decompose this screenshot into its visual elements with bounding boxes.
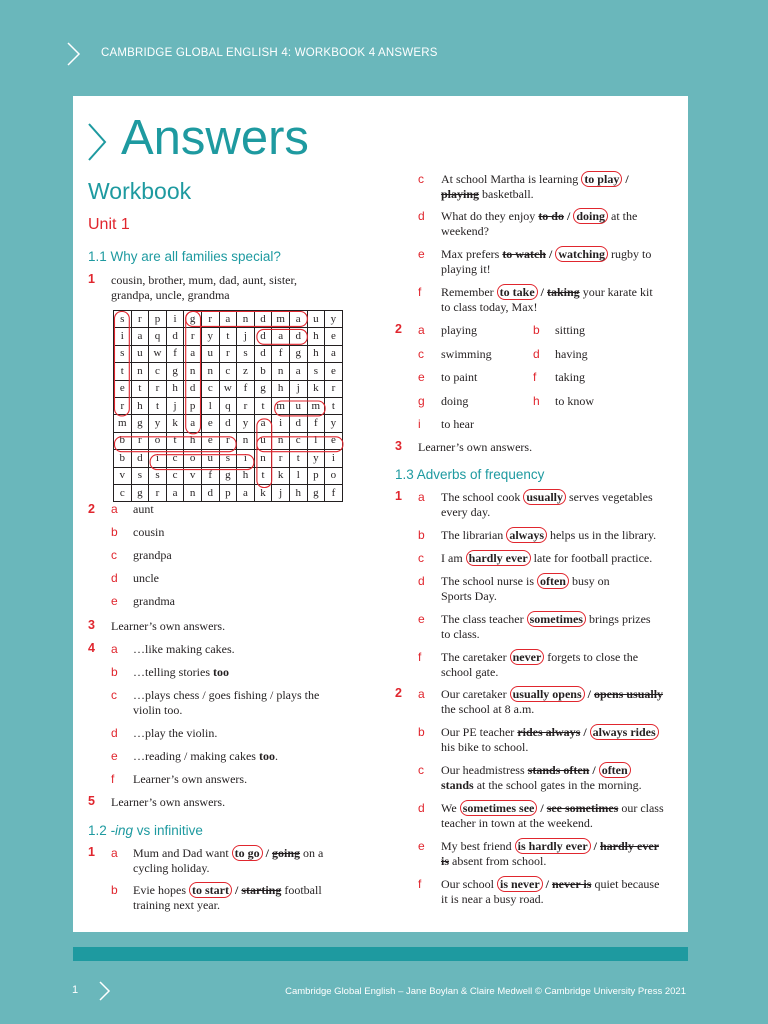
grid-cell: k [307,380,325,397]
header-band [0,0,768,96]
grid-cell: g [307,484,325,501]
grid-cell: m [307,397,325,414]
chevron-right-icon [87,122,107,162]
answer-text: stands at the school gates in the morning. [441,778,642,792]
answer-text: The caretaker never forgets to close the [441,650,639,664]
grid-cell: j [237,328,255,345]
grid-cell: c [114,484,132,501]
grid-cell: d [201,484,219,501]
grid-cell: a [184,415,202,432]
footer-bar [73,947,688,961]
answer-text: having [555,346,588,361]
item-letter: f [111,772,115,786]
item-letter: c [418,346,424,361]
answer-text: every day. [441,505,491,519]
grid-cell: t [114,363,132,380]
answer-text: to hear [441,417,474,431]
grid-cell: v [114,467,132,484]
item-letter: b [111,525,118,539]
item-letter: a [418,687,425,701]
grid-cell: h [166,380,184,397]
word-search-grid [113,310,343,502]
grid-cell: c [289,432,307,449]
grid-cell: m [114,415,132,432]
item-letter: d [111,571,118,585]
grid-row [114,311,343,328]
grid-cell: f [237,380,255,397]
answer-text: grandma [133,594,175,608]
grid-cell: s [114,345,132,362]
grid-cell: r [149,484,167,501]
grid-row [114,467,343,484]
answer-text: Evie hopes to start / starting football [133,883,322,897]
grid-cell: a [166,484,184,501]
grid-row [114,415,343,432]
answer-text: The class teacher sometimes brings prizes [441,612,651,626]
grid-cell: j [166,397,184,414]
item-letter: e [111,594,118,608]
grid-cell: y [237,415,255,432]
item-letter: e [418,247,425,261]
chevron-right-icon [66,41,82,67]
grid-cell: n [131,363,149,380]
grid-cell: v [184,467,202,484]
answer-text: the school at 8 a.m. [441,702,535,716]
grid-cell: w [219,380,237,397]
grid-cell: p [149,311,167,328]
item-letter: f [418,877,422,891]
grid-cell: e [325,363,343,380]
section-heading-1-1: 1.1 Why are all families special? [88,249,281,264]
question-number: 2 [395,686,402,700]
answer-text: playing [441,323,477,337]
grid-cell: h [184,432,202,449]
section-heading-1-3: 1.3 Adverbs of frequency [395,467,545,482]
grid-cell: p [307,467,325,484]
grid-cell: w [149,345,167,362]
grid-cell: a [272,328,290,345]
grid-cell: d [254,311,272,328]
grid-cell: s [114,311,132,328]
answer-text: cycling holiday. [133,861,210,875]
grid-cell: a [254,415,272,432]
answer-text: violin too. [133,703,183,717]
item-letter: a [418,323,425,337]
grid-cell: i [272,415,290,432]
answer-text: teacher in town at the weekend. [441,816,593,830]
question-number: 3 [395,439,402,453]
grid-row [114,484,343,501]
answer-text: Our caretaker usually opens / opens usually [441,687,664,701]
grid-cell: a [289,311,307,328]
answer-text: to know [555,393,594,408]
item-letter: f [418,650,422,664]
grid-cell: d [131,450,149,467]
grid-cell: c [166,467,184,484]
item-letter: i [418,417,421,431]
question-number: 5 [88,794,95,808]
unit-heading: Unit 1 [88,216,130,233]
grid-cell: y [201,328,219,345]
grid-cell: a [219,311,237,328]
grid-cell: n [237,311,255,328]
grid-cell: g [219,467,237,484]
answer-text: What do they enjoy to do / doing at the [441,209,638,223]
answer-text: grandpa, uncle, grandma [111,288,230,302]
grid-cell: f [325,484,343,501]
item-letter: c [111,688,117,702]
section-heading-1-2: 1.2 -ing vs infinitive [88,823,203,838]
item-letter: d [111,726,118,740]
grid-cell: a [325,345,343,362]
grid-cell: h [272,380,290,397]
grid-cell: d [166,328,184,345]
item-letter: b [418,528,425,542]
question-number: 1 [88,272,95,286]
grid-cell: n [201,363,219,380]
grid-cell: y [325,311,343,328]
grid-cell: k [272,467,290,484]
answer-text: Learner’s own answers. [418,440,533,454]
grid-cell: c [166,450,184,467]
answer-text: cousin, brother, mum, dad, aunt, sister, [111,273,298,287]
answer-text: Our school is never / never is quiet because [441,877,660,891]
grid-cell: b [254,363,272,380]
question-number: 4 [88,641,95,655]
grid-cell: e [114,380,132,397]
grid-cell: t [131,380,149,397]
answer-text: uncle [133,571,159,585]
grid-cell: i [325,450,343,467]
grid-cell: r [219,432,237,449]
grid-cell: h [289,484,307,501]
answer-text: Our PE teacher rides always / always rides [441,725,659,740]
page-number: 1 [72,984,79,996]
grid-cell: i [237,450,255,467]
answer-text: Mum and Dad want to go / going on a [133,846,324,860]
item-letter: b [111,665,118,679]
grid-cell: z [237,363,255,380]
grid-cell: c [201,380,219,397]
grid-cell: u [307,311,325,328]
answer-text: Sports Day. [441,589,497,603]
item-letter: f [533,370,537,384]
grid-cell: t [166,432,184,449]
grid-cell: a [184,345,202,362]
grid-cell: o [184,450,202,467]
grid-cell: k [166,415,184,432]
answer-text: swimming [441,346,492,361]
grid-cell: o [325,467,343,484]
grid-cell: l [289,467,307,484]
grid-cell: j [272,484,290,501]
grid-cell: i [166,311,184,328]
answer-text: I am hardly ever late for football practice. [441,551,653,565]
item-letter: a [111,502,118,516]
grid-cell: e [201,415,219,432]
answer-text: Learner’s own answers. [111,619,226,633]
answer-text: sitting [555,323,586,337]
grid-row [114,380,343,397]
answer-text: …plays chess / goes fishing / plays the [133,688,320,702]
item-letter: b [111,883,118,897]
item-letter: d [418,574,425,588]
chevron-right-icon [98,980,112,1002]
grid-cell: r [184,328,202,345]
grid-cell: u [254,432,272,449]
grid-cell: p [184,397,202,414]
grid-cell: s [237,345,255,362]
grid-cell: t [325,397,343,414]
grid-cell: g [289,345,307,362]
grid-cell: d [289,328,307,345]
grid-cell: h [307,328,325,345]
item-letter: a [111,642,118,656]
grid-cell: f [166,345,184,362]
grid-cell: y [307,450,325,467]
grid-cell: i [149,450,167,467]
grid-cell: k [254,484,272,501]
grid-cell: e [325,432,343,449]
grid-cell: r [114,397,132,414]
grid-row [114,345,343,362]
grid-cell: g [184,311,202,328]
grid-cell: a [237,484,255,501]
grid-cell: s [219,450,237,467]
grid-cell: c [219,363,237,380]
grid-cell: h [307,345,325,362]
grid-cell: l [307,432,325,449]
answer-text: grandpa [133,548,172,562]
item-letter: e [111,749,118,763]
workbook-heading: Workbook [88,178,192,204]
answer-text: to class. [441,627,480,641]
grid-cell: s [131,467,149,484]
grid-cell: t [289,450,307,467]
answer-text: My best friend is hardly ever / hardly ever [441,839,659,853]
question-number: 2 [88,502,95,516]
answer-text: training next year. [133,898,220,912]
grid-cell: r [201,311,219,328]
grid-cell: h [131,397,149,414]
grid-row [114,450,343,467]
grid-cell: u [131,345,149,362]
grid-row [114,363,343,380]
item-letter: g [418,393,425,408]
page-title: Answers [121,111,309,165]
grid-cell: a [131,328,149,345]
answer-text: weekend? [441,224,489,238]
grid-cell: y [149,415,167,432]
answer-text: At school Martha is learning to play / [441,172,629,186]
grid-cell: d [219,415,237,432]
item-letter: h [533,393,540,408]
grid-cell: e [201,432,219,449]
answer-text: The librarian always helps us in the library. [441,528,657,542]
answer-text: …like making cakes. [133,642,235,656]
question-number: 3 [88,618,95,632]
grid-cell: d [184,380,202,397]
header-title: CAMBRIDGE GLOBAL ENGLISH 4: WORKBOOK 4 ANSWERS [101,47,438,59]
question-number: 1 [88,845,95,859]
grid-cell: s [307,363,325,380]
grid-cell: s [149,467,167,484]
grid-cell: q [149,328,167,345]
grid-cell: t [254,397,272,414]
item-letter: a [418,490,425,504]
answer-text: playing basketball. [441,187,534,201]
grid-cell: d [254,345,272,362]
grid-cell: n [272,363,290,380]
grid-cell: l [201,397,219,414]
grid-cell: r [131,432,149,449]
grid-cell: n [184,484,202,501]
grid-cell: h [237,467,255,484]
grid-cell: r [149,380,167,397]
answer-text: Learner’s own answers. [111,795,226,809]
grid-cell: b [114,432,132,449]
answer-page [73,96,688,932]
answer-text: to paint [441,370,478,384]
grid-cell: n [254,450,272,467]
grid-cell: r [237,397,255,414]
grid-cell: a [289,363,307,380]
grid-cell: u [201,450,219,467]
grid-cell: f [307,415,325,432]
grid-cell: n [237,432,255,449]
question-number: 2 [395,322,402,336]
grid-cell: o [149,432,167,449]
grid-cell: i [114,328,132,345]
item-letter: c [418,763,424,777]
grid-cell: m [272,397,290,414]
item-letter: b [418,725,425,739]
item-letter: e [418,612,425,626]
grid-cell: g [131,415,149,432]
item-letter: e [418,839,425,853]
item-letter: e [418,370,425,384]
answer-text: We sometimes see / see sometimes our class [441,801,664,815]
answer-text: doing [441,393,469,408]
grid-cell: f [272,345,290,362]
answer-text: …telling stories too [133,665,229,679]
grid-cell: d [289,415,307,432]
grid-cell: r [272,450,290,467]
answer-text: taking [555,370,585,384]
grid-cell: q [219,397,237,414]
answer-text: to class today, Max! [441,300,538,314]
grid-cell: d [254,328,272,345]
item-letter: c [111,548,117,562]
grid-cell: p [219,484,237,501]
answer-text: Our headmistress stands often / often [441,763,631,778]
grid-cell: g [166,363,184,380]
grid-cell: b [114,450,132,467]
answer-text: aunt [133,502,154,516]
answer-text: The school nurse is often busy on [441,574,610,588]
grid-cell: g [131,484,149,501]
item-letter: c [418,551,424,565]
grid-cell: n [272,432,290,449]
answer-text: cousin [133,525,165,539]
grid-cell: r [131,311,149,328]
item-letter: c [418,172,424,186]
grid-cell: e [325,328,343,345]
grid-cell: t [254,467,272,484]
answer-text: …reading / making cakes too. [133,749,278,763]
answer-text: playing it! [441,262,491,276]
answer-text: it is near a busy road. [441,892,544,906]
grid-row [114,328,343,345]
answer-text: …play the violin. [133,726,218,740]
answer-text: Max prefers to watch / watching rugby to [441,247,652,261]
grid-cell: t [149,397,167,414]
grid-cell: t [219,328,237,345]
grid-cell: m [272,311,290,328]
answer-text: his bike to school. [441,740,529,754]
grid-cell: r [325,380,343,397]
grid-cell: g [254,380,272,397]
item-letter: d [418,209,425,223]
grid-cell: n [184,363,202,380]
answer-text: The school cook usually serves vegetables [441,490,653,504]
grid-row [114,397,343,414]
grid-row [114,432,343,449]
copyright-footer: Cambridge Global English – Jane Boylan & Claire Medwell © Cambridge University Press 2021 [285,986,686,997]
grid-cell: u [289,397,307,414]
answer-text: is absent from school. [441,854,547,868]
grid-cell: j [289,380,307,397]
item-letter: d [418,801,425,815]
grid-cell: c [149,363,167,380]
answer-text: Remember to take / taking your karate kit [441,285,653,299]
grid-cell: y [325,415,343,432]
answer-text: school gate. [441,665,499,679]
item-letter: a [111,846,118,860]
item-letter: b [533,323,540,337]
item-letter: d [533,346,540,361]
question-number: 1 [395,489,402,503]
answer-text: Learner’s own answers. [133,772,248,786]
grid-cell: f [201,467,219,484]
item-letter: f [418,285,422,299]
grid-cell: r [219,345,237,362]
grid-cell: u [201,345,219,362]
